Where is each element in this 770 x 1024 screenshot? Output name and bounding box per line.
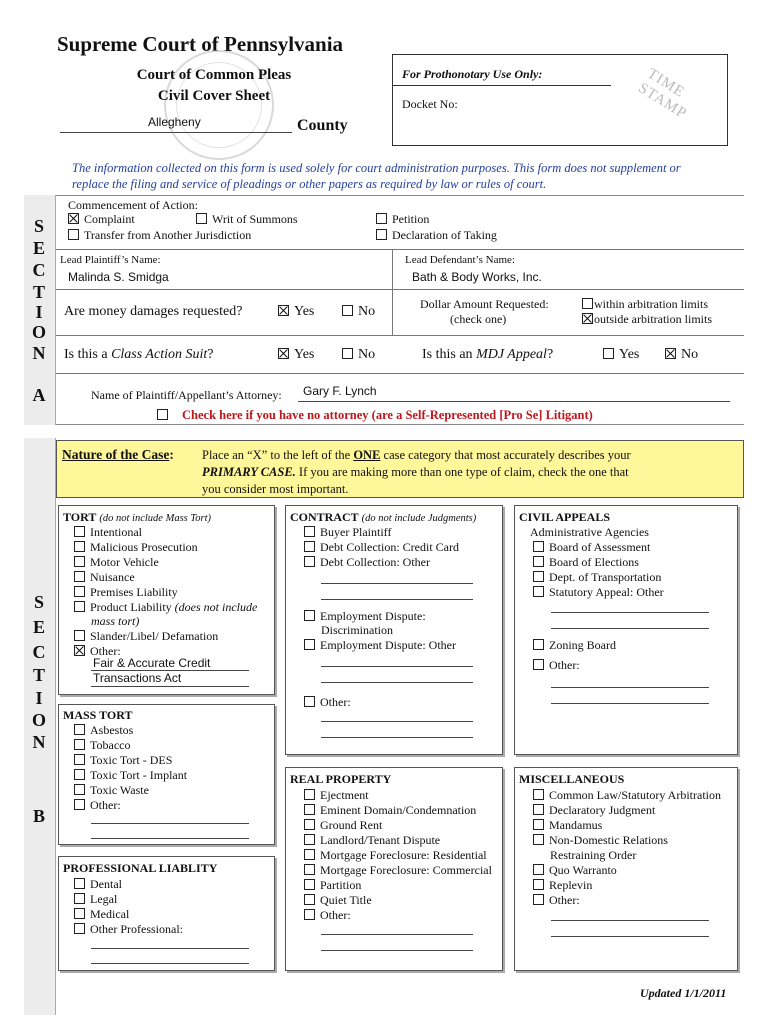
- ca-zoning-option[interactable]: Zoning Board: [533, 638, 616, 652]
- money-no-option[interactable]: No: [342, 305, 375, 319]
- contract-debt-other-input-2[interactable]: [321, 599, 473, 600]
- rp-other-input-2[interactable]: [321, 950, 473, 951]
- county-underline: [60, 132, 292, 133]
- divider: [56, 373, 744, 374]
- tort-other-input-2[interactable]: Transactions Act: [93, 671, 182, 685]
- petition-option[interactable]: Petition: [376, 212, 429, 226]
- checkbox[interactable]: [533, 834, 544, 845]
- dollar-label-note: (check one): [450, 312, 507, 326]
- tort-other-option[interactable]: Other:: [74, 644, 121, 658]
- contract-employment-other-input[interactable]: [321, 666, 473, 667]
- checkbox[interactable]: [304, 894, 315, 905]
- checkbox[interactable]: [74, 571, 85, 582]
- misc-replevin-option[interactable]: Replevin: [533, 878, 592, 892]
- contract-other-input-2[interactable]: [321, 737, 473, 738]
- ca-other-input[interactable]: [551, 687, 709, 688]
- civil-appeals-subtitle: Administrative Agencies: [530, 525, 649, 539]
- within-limits-checkbox[interactable]: [582, 298, 593, 309]
- tort-other-input[interactable]: Fair & Accurate Credit: [93, 656, 211, 670]
- checkbox[interactable]: [304, 789, 315, 800]
- checkbox[interactable]: [74, 878, 85, 889]
- checkbox[interactable]: [304, 804, 315, 815]
- section-a-letter: N: [32, 343, 46, 363]
- professional-title: PROFESSIONAL LIABLITY: [63, 861, 218, 875]
- checkbox[interactable]: [74, 601, 85, 612]
- contract-debt-card-option[interactable]: Debt Collection: Credit Card: [304, 540, 459, 554]
- misc-non-domestic-option[interactable]: Non-Domestic Relations: [533, 833, 668, 847]
- checkbox[interactable]: [74, 784, 85, 795]
- ca-assessment-option[interactable]: Board of Assessment: [533, 540, 650, 554]
- checkbox[interactable]: [533, 556, 544, 567]
- rp-eminent-option[interactable]: Eminent Domain/Condemnation: [304, 803, 476, 817]
- time-stamp-label: TIME STAMP: [635, 65, 690, 123]
- ca-other-option[interactable]: Other:: [533, 658, 580, 672]
- attorney-input[interactable]: Gary F. Lynch: [303, 384, 377, 398]
- class-yes-option[interactable]: Yes: [278, 348, 314, 362]
- section-b-letter: C: [32, 642, 46, 662]
- intro-text: The information collected on this form is used solely for court administration purposes. This form does not supplement or replace the filing and service of pleadings or other papers as required by law or rules of court.: [72, 161, 681, 191]
- misc-other-option[interactable]: Other:: [533, 893, 580, 907]
- contract-employment-disc-label: Discrimination: [321, 623, 393, 637]
- contract-buyer-option[interactable]: Buyer Plaintiff: [304, 525, 391, 539]
- attorney-label: Name of Plaintiff/Appellant’s Attorney:: [91, 388, 282, 402]
- complaint-checkbox[interactable]: [68, 213, 79, 224]
- class-no-option[interactable]: No: [342, 348, 375, 362]
- contract-employment-other-input-2[interactable]: [321, 682, 473, 683]
- commencement-label: Commencement of Action:: [68, 198, 198, 212]
- mdj-yes-checkbox[interactable]: [603, 348, 614, 359]
- mdj-no-option[interactable]: No: [665, 348, 698, 362]
- docket-input[interactable]: [463, 95, 603, 111]
- section-b-letter: B: [32, 806, 45, 826]
- lead-defendant-input[interactable]: Bath & Body Works, Inc.: [412, 270, 542, 284]
- prothonotary-label: For Prothonotary Use Only:: [402, 67, 543, 81]
- subtitle-line1: Court of Common Pleas: [136, 67, 292, 83]
- checkbox[interactable]: [74, 526, 85, 537]
- rp-other-option[interactable]: Other:: [304, 908, 351, 922]
- tort-slander-option[interactable]: Slander/Libel/ Defamation: [74, 629, 218, 643]
- checkbox[interactable]: [74, 586, 85, 597]
- class-action-question: Is this a Class Action Suit?: [64, 347, 214, 362]
- section-b-letter: O: [31, 710, 46, 730]
- tort-premises-option[interactable]: Premises Liability: [74, 585, 178, 599]
- mass-des-option[interactable]: Toxic Tort - DES: [74, 753, 172, 767]
- prof-dental-option[interactable]: Dental: [74, 877, 122, 891]
- checkbox[interactable]: [304, 819, 315, 830]
- tort-motor-option[interactable]: Motor Vehicle: [74, 555, 159, 569]
- contract-other-input[interactable]: [321, 721, 473, 722]
- civil-appeals-title: CIVIL APPEALS: [519, 510, 611, 524]
- lead-plaintiff-input[interactable]: Malinda S. Smidga: [68, 270, 169, 284]
- prof-other-input[interactable]: [91, 948, 249, 949]
- checkbox[interactable]: [533, 894, 544, 905]
- nature-instruction: Place an “X” to the left of the ONE case category that most accurately describes your PRIMARY CASE. If you are making more than one type of claim, check the one that you consider most important.: [202, 448, 631, 496]
- section-b-letter: E: [32, 617, 45, 637]
- tort-product-option[interactable]: Product Liability (does not include: [74, 600, 257, 614]
- section-a-letter: E: [32, 238, 45, 258]
- mass-tobacco-option[interactable]: Tobacco: [74, 738, 130, 752]
- declaration-checkbox[interactable]: [376, 229, 387, 240]
- money-yes-checkbox[interactable]: [278, 305, 289, 316]
- misc-arbitration-option[interactable]: Common Law/Statutory Arbitration: [533, 788, 721, 802]
- checkbox[interactable]: [304, 526, 315, 537]
- misc-title: MISCELLANEOUS: [519, 772, 625, 786]
- checkbox[interactable]: [74, 556, 85, 567]
- nature-label: Nature of the Case:: [62, 447, 174, 462]
- contract-title: CONTRACT (do not include Judgments): [290, 510, 477, 524]
- transfer-option[interactable]: Transfer from Another Jurisdiction: [68, 228, 251, 242]
- lead-plaintiff-label: Lead Plaintiff’s Name:: [60, 254, 161, 266]
- rp-quiet-title-option[interactable]: Quiet Title: [304, 893, 372, 907]
- checkbox[interactable]: [74, 541, 85, 552]
- rp-partition-option[interactable]: Partition: [304, 878, 361, 892]
- checkbox[interactable]: [74, 923, 85, 934]
- vertical-divider: [392, 289, 393, 335]
- section-b-letter: S: [33, 592, 44, 612]
- petition-checkbox[interactable]: [376, 213, 387, 224]
- prof-other-option[interactable]: Other Professional:: [74, 922, 183, 936]
- money-no-checkbox[interactable]: [342, 305, 353, 316]
- checkbox[interactable]: [533, 789, 544, 800]
- transfer-checkbox[interactable]: [68, 229, 79, 240]
- county-input[interactable]: Allegheny: [148, 115, 201, 129]
- checkbox[interactable]: [74, 645, 85, 656]
- checkbox[interactable]: [533, 639, 544, 650]
- real-property-title: REAL PROPERTY: [290, 772, 392, 786]
- ca-statutory-input-2[interactable]: [551, 628, 709, 629]
- section-a-letter: O: [31, 322, 46, 342]
- checkbox[interactable]: [74, 724, 85, 735]
- section-a-letter: A: [32, 385, 46, 405]
- mass-waste-option[interactable]: Toxic Waste: [74, 783, 149, 797]
- ca-transportation-option[interactable]: Dept. of Transportation: [533, 570, 661, 584]
- misc-mandamus-option[interactable]: Mandamus: [533, 818, 602, 832]
- section-a-letter: C: [32, 260, 46, 280]
- tort-title: TORT (do not include Mass Tort): [63, 510, 211, 524]
- checkbox[interactable]: [304, 864, 315, 875]
- mdj-no-checkbox[interactable]: [665, 348, 676, 359]
- contract-employment-disc-option[interactable]: Employment Dispute:: [304, 609, 426, 623]
- checkbox[interactable]: [304, 696, 315, 707]
- checkbox[interactable]: [74, 739, 85, 750]
- rp-landlord-option[interactable]: Landlord/Tenant Dispute: [304, 833, 440, 847]
- mass-other-input-2[interactable]: [91, 838, 249, 839]
- mass-tort-title: MASS TORT: [63, 708, 133, 722]
- section-a-letter: I: [35, 302, 43, 322]
- prothonotary-box: [392, 54, 728, 146]
- rp-ejectment-option[interactable]: Ejectment: [304, 788, 369, 802]
- rp-ground-rent-option[interactable]: Ground Rent: [304, 818, 382, 832]
- checkbox[interactable]: [533, 804, 544, 815]
- subtitle-line2: Civil Cover Sheet: [157, 88, 271, 104]
- rp-mortgage-res-option[interactable]: Mortgage Foreclosure: Residential: [304, 848, 487, 862]
- checkbox[interactable]: [74, 893, 85, 904]
- vertical-divider: [392, 249, 393, 289]
- section-b-letter: T: [32, 665, 45, 685]
- divider: [56, 335, 744, 336]
- checkbox[interactable]: [74, 630, 85, 641]
- prof-other-input-2[interactable]: [91, 963, 249, 964]
- outside-limits-checkbox[interactable]: [582, 313, 593, 324]
- checkbox[interactable]: [533, 659, 544, 670]
- checkbox[interactable]: [533, 586, 544, 597]
- mass-implant-option[interactable]: Toxic Tort - Implant: [74, 768, 187, 782]
- rp-other-input[interactable]: [321, 934, 473, 935]
- prof-medical-option[interactable]: Medical: [74, 907, 129, 921]
- underline: [91, 686, 249, 687]
- checkbox[interactable]: [304, 639, 315, 650]
- checkbox[interactable]: [304, 541, 315, 552]
- section-b-letter: I: [35, 688, 43, 708]
- class-yes-checkbox[interactable]: [278, 348, 289, 359]
- checkbox[interactable]: [74, 908, 85, 919]
- checkbox[interactable]: [533, 541, 544, 552]
- checkbox[interactable]: [74, 769, 85, 780]
- complaint-option[interactable]: Complaint: [68, 212, 135, 226]
- misc-declaratory-option[interactable]: Declaratory Judgment: [533, 803, 655, 817]
- misc-other-input[interactable]: [551, 920, 709, 921]
- checkbox[interactable]: [304, 834, 315, 845]
- ca-statutory-option[interactable]: Statutory Appeal: Other: [533, 585, 664, 599]
- nature-of-case-box: [56, 440, 744, 498]
- lead-defendant-label: Lead Defendant’s Name:: [405, 254, 515, 266]
- mdj-yes-option[interactable]: Yes: [603, 348, 639, 362]
- ca-other-input-2[interactable]: [551, 703, 709, 704]
- ca-statutory-input[interactable]: [551, 612, 709, 613]
- outside-limits-option[interactable]: outside arbitration limits: [582, 312, 712, 326]
- updated-date: Updated 1/1/2011: [640, 986, 727, 1000]
- money-question: Are money damages requested?: [64, 304, 243, 319]
- tort-nuisance-option[interactable]: Nuisance: [74, 570, 135, 584]
- checkbox[interactable]: [304, 849, 315, 860]
- mass-other-option[interactable]: Other:: [74, 798, 121, 812]
- contract-employment-other-option[interactable]: Employment Dispute: Other: [304, 638, 456, 652]
- prof-legal-option[interactable]: Legal: [74, 892, 117, 906]
- attorney-underline: [298, 401, 730, 402]
- contract-debt-other-option[interactable]: Debt Collection: Other: [304, 555, 430, 569]
- checkbox[interactable]: [533, 864, 544, 875]
- tort-product-note: mass tort): [91, 614, 140, 628]
- no-attorney-option[interactable]: Check here if you have no attorney (are a Self-Represented [Pro Se] Litigant): [157, 408, 593, 422]
- rp-mortgage-com-option[interactable]: Mortgage Foreclosure: Commercial: [304, 863, 492, 877]
- checkbox[interactable]: [533, 819, 544, 830]
- dollar-label: Dollar Amount Requested:: [420, 297, 549, 311]
- mass-other-input[interactable]: [91, 823, 249, 824]
- misc-quo-warranto-option[interactable]: Quo Warranto: [533, 863, 617, 877]
- divider: [56, 289, 744, 290]
- section-b-letter: N: [32, 732, 46, 752]
- county-label: County: [297, 117, 348, 134]
- section-a-letter: S: [33, 216, 44, 236]
- checkbox[interactable]: [533, 571, 544, 582]
- money-yes-option[interactable]: Yes: [278, 305, 314, 319]
- ca-elections-option[interactable]: Board of Elections: [533, 555, 639, 569]
- checkbox[interactable]: [304, 556, 315, 567]
- within-limits-option[interactable]: within arbitration limits: [582, 297, 708, 311]
- misc-non-domestic-label: Restraining Order: [550, 848, 637, 862]
- checkbox[interactable]: [533, 879, 544, 890]
- checkbox[interactable]: [304, 879, 315, 890]
- misc-other-input-2[interactable]: [551, 936, 709, 937]
- checkbox[interactable]: [74, 799, 85, 810]
- checkbox[interactable]: [74, 754, 85, 765]
- divider: [56, 249, 744, 250]
- contract-other-option[interactable]: Other:: [304, 695, 351, 709]
- contract-debt-other-input[interactable]: [321, 583, 473, 584]
- writ-option[interactable]: Writ of Summons: [196, 212, 298, 226]
- mdj-question: Is this an MDJ Appeal?: [422, 347, 554, 362]
- checkbox[interactable]: [304, 610, 315, 621]
- no-attorney-checkbox[interactable]: [157, 409, 168, 420]
- section-a-letter: T: [32, 282, 45, 302]
- checkbox[interactable]: [304, 909, 315, 920]
- writ-checkbox[interactable]: [196, 213, 207, 224]
- declaration-option[interactable]: Declaration of Taking: [376, 228, 497, 242]
- court-title: Supreme Court of Pennsylvania: [57, 32, 344, 56]
- mass-asbestos-option[interactable]: Asbestos: [74, 723, 133, 737]
- class-no-checkbox[interactable]: [342, 348, 353, 359]
- tort-intentional-option[interactable]: Intentional: [74, 525, 142, 539]
- tort-malicious-option[interactable]: Malicious Prosecution: [74, 540, 198, 554]
- docket-label: Docket No:: [402, 97, 458, 111]
